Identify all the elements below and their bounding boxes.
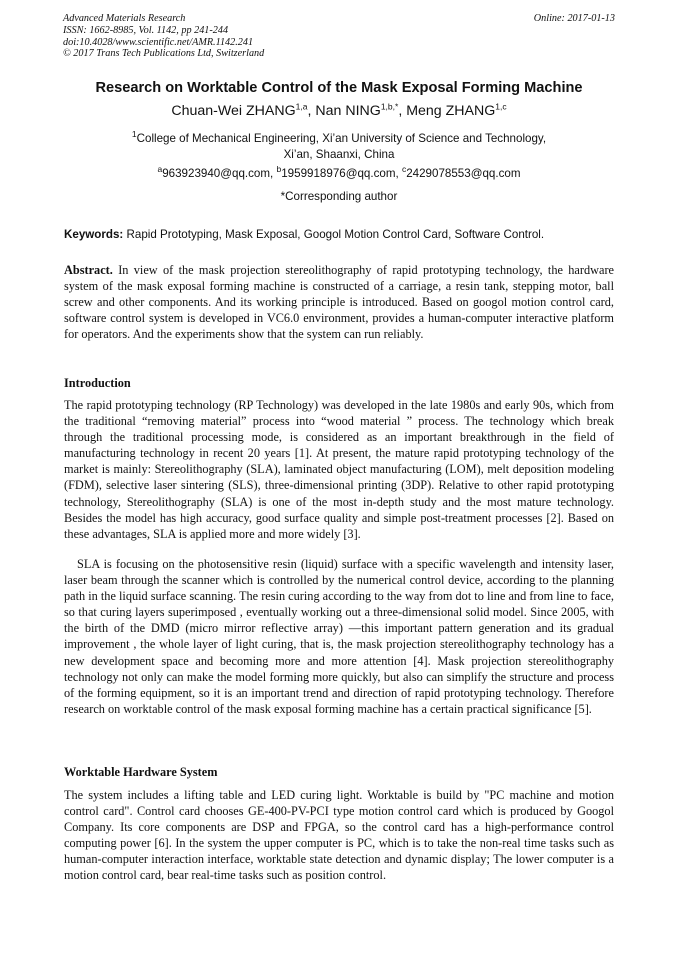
author-affiliation-mark: 1,b,* (380, 101, 399, 112)
email-mark: c (401, 164, 407, 175)
email-address: 1959918976@qq.com (281, 167, 396, 180)
keywords (64, 228, 624, 241)
journal-issn: ISSN: 1662-8985, Vol. 1142, pp 241-244 (63, 24, 229, 36)
email-address: 963923940@qq.com (162, 167, 271, 180)
section-heading-introduction: Introduction (64, 376, 131, 390)
paper-title: Research on Worktable Control of the Mask Exposal Forming Machine (95, 80, 583, 96)
author-emails (40, 164, 638, 180)
author-separator: , (398, 103, 407, 119)
abstract-label: Abstract. (64, 263, 113, 277)
keywords-text: Rapid Prototyping, Mask Exposal, Googol Motion Control Card, Software Control. (126, 228, 545, 241)
author-affiliation-mark: 1,a (295, 101, 308, 112)
abstract (64, 262, 614, 342)
author-list (40, 103, 638, 119)
author-name: Chuan-Wei ZHANG (171, 103, 296, 119)
email-mark: a (157, 164, 163, 175)
author-affiliation-mark: 1,c (495, 101, 507, 112)
affiliation-mark: 1 (131, 129, 137, 140)
affiliation (40, 131, 638, 163)
introduction-paragraph-1: The rapid prototyping technology (RP Technology) was developed in the late 1980s and early 90s, which from the traditional “removing material” process into “wood material ” process. The technology which break through the traditional processing mode, is considered as an important breakthrough in the field of manufacturing technology in recent 20 years [1]. At present, the mature rapid prototyping technology of the market is mainly: Stereolithography (SLA), laminated object manufacturing (LOM), melt deposition modeling (FDM), selective laser sintering (SLS), three-dimensional printing (3DP). Relative to other rapid prototyping technology, Stereolithography (SLA) is one of the most in-depth study and the most mature technology. Besides the model has high accuracy, good surface quality and simple post-treatment processes [2]. Based on these advantages, SLA is applied more and more widely [3]. (64, 398, 614, 541)
email-mark: b (276, 164, 282, 175)
affiliation-line: Xi’an, Shaanxi, China (283, 148, 395, 161)
author-name: Nan NING (315, 103, 381, 119)
abstract-text: In view of the mask projection stereolithography of rapid prototyping technology, the hardware system of the mask exposal forming machine is constructed of a carriage, a resin tank, stepping motor, ball screw and other components. And its working principle is introduced. Based on googol motion control card, software control system is developed in VC6.0 environment, provides a human-computer interactive platform for operators. And the experiments show that the system can run reliably. (64, 263, 614, 342)
author-name: Meng ZHANG (406, 103, 496, 119)
keywords-label: Keywords: (64, 228, 124, 241)
journal-header (63, 13, 264, 60)
online-date: Online: 2017-01-13 (533, 13, 615, 24)
journal-copyright: © 2017 Trans Tech Publications Ltd, Switzerland (63, 48, 265, 60)
author-separator: , (307, 103, 316, 119)
online-date-header (534, 13, 615, 25)
corresponding-author-note: *Corresponding author (280, 190, 398, 203)
section-heading-hardware: Worktable Hardware System (64, 765, 218, 779)
hardware-paragraph-1: The system includes a lifting table and LED curing light. Worktable is build by "PC machine and motion control card". Control card chooses GE-400-PV-PCI type motion control card which is produced by Googol Company. Its core components are DSP and FPGA, so the control card has a high-performance control computing power [6]. In the system the upper computer is PC, which is to take the non-real time tasks such as human-computer interaction interface, worktable state detection and dynamic display; The lower computer is a motion control card, bear real-time tasks such as position control. (64, 788, 614, 883)
email-separator: , (270, 167, 277, 180)
journal-doi: doi:10.4028/www.scientific.net/AMR.1142.241 (63, 36, 254, 48)
introduction-paragraph-2: SLA is focusing on the photosensitive resin (liquid) surface with a specific wavelength and intensity laser, laser beam through the scanner which is controlled by the numerical control device, according to the planning path in the liquid surface scanning. The resin curing according to the way from dot to line and from line to face, so that curing layers superimposed , eventually working out a three-dimensional solid model. Since 2005, with the birth of the DMD (micro mirror reflective array) —this important pattern generation and its gradual improvement , the whole layer of light curing, that is, the mask projection stereolithography technology has a new development space and becoming more and more attention [4]. Mask projection stereolithography technology not only can make the model forming more quickly, but also can simplify the structure and process of the forming equipment, so it is an important trend and direction of rapid prototyping technology. Therefore research on worktable control of the mask exposal forming machine has a certain practical significance [5]. (64, 557, 614, 716)
email-address: 2429078553@qq.com (406, 167, 521, 180)
affiliation-text: College of Mechanical Engineering, Xi’an University of Science and Technology, (136, 132, 547, 145)
email-separator: , (395, 167, 402, 180)
affiliation-line (40, 131, 638, 147)
journal-name: Advanced Materials Research (63, 13, 186, 24)
